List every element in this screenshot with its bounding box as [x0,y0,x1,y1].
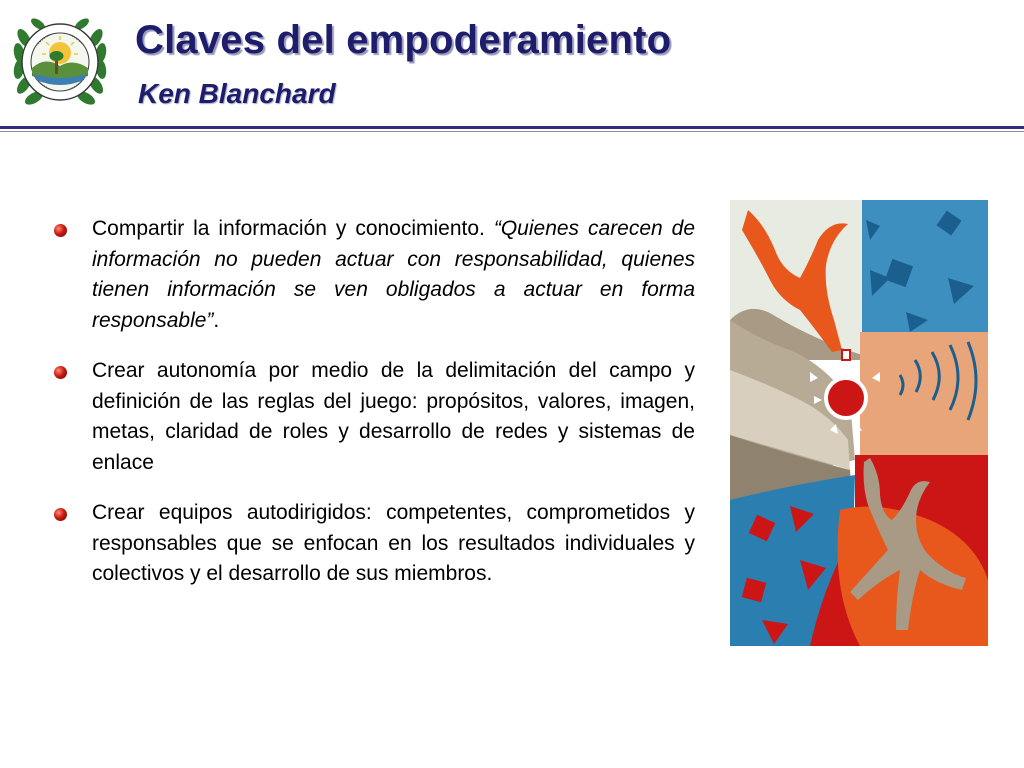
bullet-end: . [213,308,220,332]
bullet-dot-icon [54,224,67,237]
bullet-item [52,498,695,590]
university-seal-logo [10,8,110,120]
bullet-text: Compartir la información y conocimiento. [92,217,494,240]
page-title: Claves del empoderamiento [135,18,672,62]
bullet-dot-icon [54,508,67,521]
bullet-text: Crear equipos autodirigidos: competentes, comprometidos y responsables que se enfocan en los resultados individuales y colectivos y el desarrollo de sus miembros. [92,501,695,585]
bullet-item [52,214,695,336]
bullet-list [52,214,695,610]
bullet-dot-icon [54,366,67,379]
page-subtitle: Ken Blanchard [138,78,336,109]
abstract-figures-clipart-icon [730,200,988,646]
bullet-quote: “Quienes carecen de información no pueden actuar con responsabilidad, quienes tienen información se ven obligados a actuar en forma responsable” [92,217,695,332]
header-divider [0,126,1024,129]
abstract-figures-illustration [730,200,988,646]
university-seal-icon [10,8,110,120]
bullet-item [52,356,695,478]
header-divider-thin [0,131,1024,132]
bullet-text: Crear autonomía por medio de la delimitación del campo y definición de las reglas del juego: propósitos, valores, imagen, metas, claridad de roles y desarrollo de redes y sistemas de enlace [92,359,695,474]
